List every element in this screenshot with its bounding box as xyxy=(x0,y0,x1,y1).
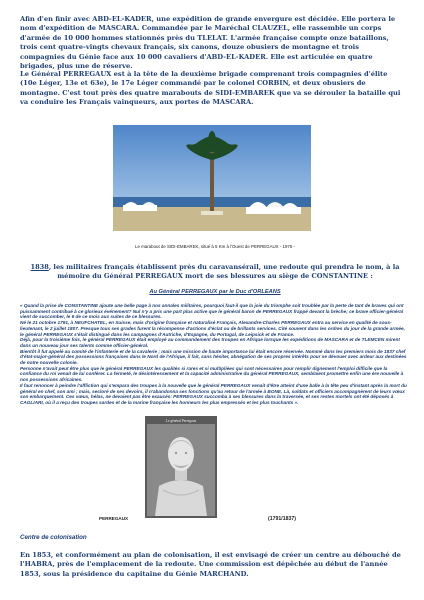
quote-paragraph: Déjà, pour la troisième fois, le général PERREGAUX était employé au commandement des troupes en Afrique lorsque les expéditions de MASCARA et de TLEMCEN mirent dans un nouveau jour ses talents comme officier-général. xyxy=(20,337,400,348)
redoute-paragraph xyxy=(20,263,410,281)
quote-paragraph: « Quand la prise de CONSTANTINE ajoute une belle page à nos annales militaires, pourquoi faut-il que la joie du triomphe soit troublée par la perte de tant de braves qui ont puissamment contribué à ce glorieux événement? Nul n'y a pris une part plus active que le général baron de PERREGAUX frappé devant la brèche; ce brave officier-général vient de succomber, le 6 de ce mois aux suites de ce blessures. xyxy=(20,303,404,320)
colonisation-year-2: 1853 xyxy=(20,569,39,578)
redoute-year: 1838 xyxy=(30,263,49,271)
bust-caption-name: PERREGAUX xyxy=(99,516,129,521)
quote-title: Au Général PERREGAUX par le Duc d'ORLEANS xyxy=(149,289,281,295)
quote-block xyxy=(20,303,410,406)
marabout-caption: Le marabout de SIDI-EMBAREK, situé à 5 Km à l'Ouest de PERREGAUX - 1975 - xyxy=(135,244,295,249)
section-title: Centre de colonisation xyxy=(20,534,87,541)
colonisation-paragraph: En 1853, et conformément au plan de colonisation, il est envisagé de créer un centre au débouché de l'HABRA, près de l'emplacement de la redoute. Une commission est dépêchée au début de l'année 1853, sous la présidence du capitaine du Génie MARCHAND. xyxy=(20,551,401,578)
brigade-paragraph: Le Général PERREGAUX est à la tête de la deuxième brigade comprenant trois compagnies d'élite (10e Léger, 13e et 63e), le 17e Léger commandé par le colonel CORBIN, et deux obusiers de montagne. C'est tout près des quatre marabouts de SIDI-EMBAREK que va se dérouler la bataille qui va conduire les Français vainqueurs, aux portes de MASCARA. xyxy=(20,70,401,107)
marabout-photo xyxy=(113,125,311,231)
bust-caption-years: (1791/1837) xyxy=(268,516,296,522)
colonisation-text-1: , et conformément au plan de colonisation, il est envisagé de créer un centre au débouché de l'HABRA, près de l'emplacement de la redoute. Une commission est dépêchée au début de l'année xyxy=(20,551,401,569)
colonisation-year: 1853 xyxy=(32,551,51,559)
quote-paragraph: Bientôt il fut appelé au comité de l'infanterie et de la cavalerie ; mais une mission de haute importance lui était encore réservée. Nommé dans les premiers mois de 1837 chef d'état-major-général des possessions françaises dans le Nord de l'Afrique, il fait, sans hésiter, abnégation de ses propres intérêts pour se dévouer avec ardeur aux destinées de notre nouvelle colonie. xyxy=(20,348,407,366)
redoute-text: , les militaires français établissent près du caravansérail, une redoute qui prendra le nom, à la mémoire du Général PERREGAUX mort de ses blessures au siège de CONSTANTINE : xyxy=(48,263,400,280)
perregaux-bust-photo xyxy=(145,416,217,518)
intro-paragraph: Afin d'en finir avec ABD-EL-KADER, une expédition de grande envergure est décidée. Elle portera le nom d'expédition de MASCARA. Commandée par le Maréchal CLAUZEL, elle rassemble un corps d'armée de 10 000 hommes stationnés près du TLELAT. L'armée française compte onze bataillons, trois cent quatre-vingts chevaux français, six canons, douze obusiers de montagne et trois compagnies du Génie face aux 10 000 cavaliers d'ABD-EL-KADER. Elle est articulée en quatre brigades, plus une de réserve. xyxy=(20,15,396,71)
colonisation-text-2: , sous la présidence du capitaine du Génie MARCHAND. xyxy=(38,569,249,578)
quote-paragraph: Il faut renoncer à peindre l'affliction qui s'empara des troupes à la nouvelle que le général PERREGAUX venait d'être atteint d'une balle à la tête peu d'instant après la mort du général en chef, son ami ; mais, secloré de ses devoirs, il n'abandonna ses fonctions qu'au retour de l'armée à BONE. Là, soldats et officiers accompagnèrent de leurs vœux son embarquement. Ces vœux, hélas, ne devaient pas être exaucés: PERREGAUX succomba à ses blessures dans la traversée, et ses restes mortels ont été déposés à CAGLIARI, où il a reçu des troupes sardes et de la marine française les honneurs les plus empressés et les plus touchants ». xyxy=(20,382,407,405)
quote-paragraph: Personne n'avait peut être plus que le général PERREGAUX les qualités si rares et si multipliées qui sont nécessaires pour remplir dignement l'emploi difficile que la confiance du roi venait de lui conférer. La fermeté, le désintéressement et la capacité administrative du général PERREGAUX, semblaient promettre enfin une ère nouvelle à nos possessions africaines. xyxy=(20,365,404,383)
bust-inscription: Le général Perregaux xyxy=(165,419,197,423)
quote-paragraph: Né le 21 octobre 1791, à NEUFCHATEL, en Suisse, mais d'origine française et naturalisé Français, Alexandre-Charles PERREGAUX entra au service en qualité de sous-lieutenant, le 2 juillet 1807. Presque tous ses grades furent la récompense d'actions d'éclat ou de brillants services. Cité souvent dans les ordres du jour de la grande armée, le général PERREGAUX s'était distingué dans les campagnes d'Autriche, d'Espagne, du Portugal, de Leipsick et de France. xyxy=(20,320,405,337)
